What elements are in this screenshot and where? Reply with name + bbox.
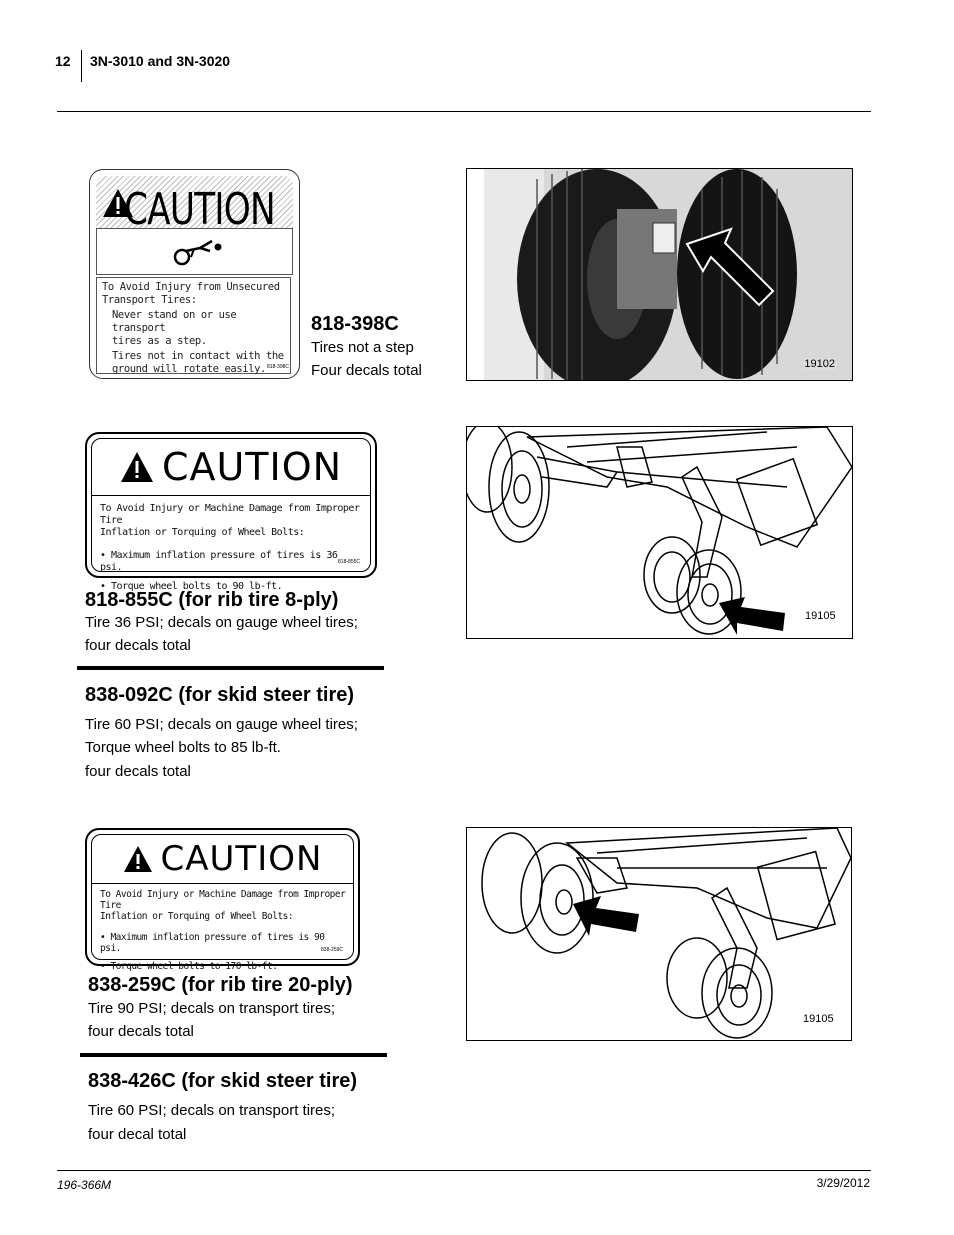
part-number-818-855c: 818-855C (for rib tire 8-ply) (85, 589, 339, 611)
decal-bullet: • Torque wheel bolts to 170 lb-ft. (100, 961, 278, 972)
decal-code: 838-259C (321, 947, 343, 953)
part-description: Tire 90 PSI; decals on transport tires; (88, 1000, 336, 1017)
part-description: Tire 60 PSI; decals on transport tires; (88, 1102, 336, 1119)
decal-line: Never stand on or use transport (112, 309, 237, 334)
part-number-838-426c: 838-426C (for skid steer tire) (88, 1070, 358, 1092)
decal-line: tires as a step. (112, 335, 207, 347)
decal-text (100, 503, 364, 593)
warning-triangle-icon (120, 451, 154, 483)
caution-banner (92, 835, 353, 884)
page-number: 12 (55, 53, 71, 69)
arrow-pointer-icon (571, 894, 641, 936)
part-description: four decals total (88, 1023, 194, 1040)
document-number: 196-366M (57, 1178, 112, 1192)
caution-word: CAUTION (160, 839, 323, 879)
part-description: four decals total (85, 763, 191, 780)
photo-number: 19105 (803, 1013, 834, 1025)
part-number-838-259c: 838-259C (for rib tire 20-ply) (88, 974, 353, 996)
caution-banner (96, 176, 293, 235)
decal-text (96, 277, 291, 374)
header-divider (81, 50, 82, 82)
part-number-818-398c: 818-398C (311, 313, 399, 335)
arrow-pointer-icon (717, 595, 787, 637)
decal-line: Transport Tires: (102, 294, 197, 306)
section-separator (77, 666, 384, 670)
gauge-wheel-line-drawing (467, 427, 852, 638)
photo-number: 19102 (804, 358, 835, 370)
part-description: four decals total (85, 637, 191, 654)
decal-838-259c (85, 828, 360, 972)
photo-gauge-wheel-decal-location (466, 426, 853, 639)
caution-word: CAUTION (161, 445, 343, 489)
footer-rule (57, 1170, 871, 1171)
header-rule (57, 111, 871, 112)
part-description: Torque wheel bolts to 85 lb-ft. (85, 739, 281, 756)
decal-line: Inflation or Torquing of Wheel Bolts: (100, 911, 294, 922)
decal-818-398c (89, 169, 300, 379)
decal-bullet: • Torque wheel bolts to 90 lb-ft. (100, 581, 283, 592)
revision-date: 3/29/2012 (816, 1176, 870, 1190)
photo-tire-decal-location (466, 168, 853, 381)
decal-line: To Avoid Injury or Machine Damage from Improper Tire (100, 889, 346, 911)
part-description: four decal total (88, 1126, 187, 1143)
part-description: Tire 60 PSI; decals on gauge wheel tires; (85, 716, 358, 733)
decal-line: Inflation or Torquing of Wheel Bolts: (100, 527, 305, 538)
decal-bullet: • Maximum inflation pressure of tires is 36 psi. (100, 550, 338, 573)
caution-banner (92, 439, 370, 496)
decal-line: To Avoid Injury or Machine Damage from Improper Tire (100, 503, 360, 526)
decal-line: Tires not in contact with the (112, 350, 284, 362)
warning-triangle-icon (123, 845, 153, 873)
caution-word: CAUTION (124, 184, 275, 235)
tire-photo-illustration (467, 169, 852, 380)
section-separator (80, 1053, 387, 1057)
photo-number: 19105 (805, 610, 836, 622)
person-falling-from-tire-icon (172, 237, 234, 267)
decal-code: 818-398C (267, 364, 289, 370)
manual-title: 3N-3010 and 3N-3020 (90, 53, 231, 69)
transport-wheel-line-drawing (467, 828, 851, 1040)
part-description: Tire 36 PSI; decals on gauge wheel tires; (85, 614, 358, 631)
decal-code: 818-855C (338, 559, 360, 565)
decal-line: ground will rotate easily. (112, 363, 266, 375)
photo-transport-wheel-decal-location (466, 827, 852, 1041)
decal-bullet: • Maximum inflation pressure of tires is 90 psi. (100, 932, 325, 954)
decal-text (100, 889, 347, 972)
decal-line: To Avoid Injury from Unsecured (102, 281, 280, 293)
decal-818-855c (85, 432, 377, 592)
part-description: Tires not a step (311, 339, 414, 356)
part-description: Four decals total (311, 362, 422, 379)
decal-pictogram (96, 228, 293, 275)
part-number-838-092c: 838-092C (for skid steer tire) (85, 684, 355, 706)
